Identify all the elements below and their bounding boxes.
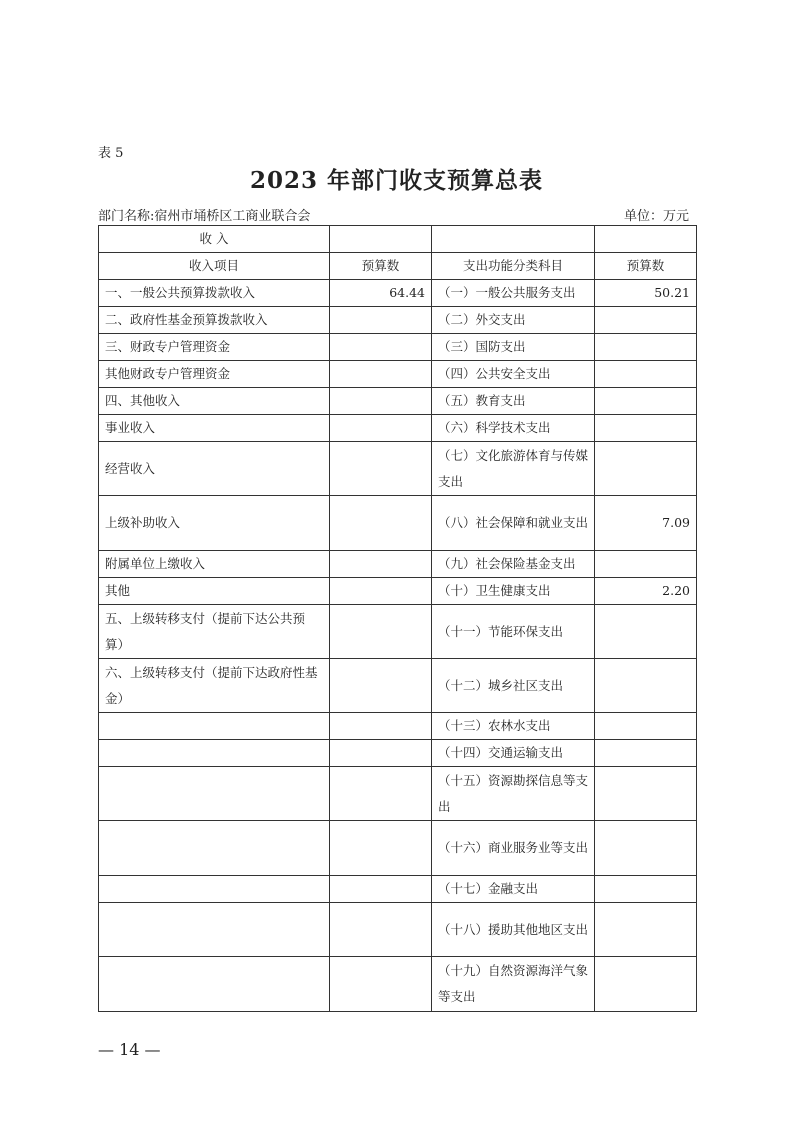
income-amount xyxy=(330,659,432,713)
expense-amount xyxy=(595,957,697,1012)
table-row xyxy=(99,713,697,740)
expense-amount xyxy=(595,659,697,713)
income-amount xyxy=(330,740,432,767)
table-row xyxy=(99,740,697,767)
income-amount xyxy=(330,876,432,903)
table-row xyxy=(99,876,697,903)
section-header-income: 收 入 xyxy=(99,226,330,253)
expense-amount xyxy=(595,361,697,388)
table-row xyxy=(99,496,697,551)
income-item: 一、一般公共预算拨款收入 xyxy=(99,280,330,307)
income-item: 上级补助收入 xyxy=(99,496,330,551)
table-row xyxy=(99,307,697,334)
department-name: 部门名称:宿州市埇桥区工商业联合会 xyxy=(98,209,311,224)
expense-amount xyxy=(595,605,697,659)
expense-item: （八）社会保障和就业支出 xyxy=(432,496,595,551)
expense-item: （一）一般公共服务支出 xyxy=(432,280,595,307)
expense-amount xyxy=(595,903,697,957)
income-amount xyxy=(330,442,432,496)
column-header: 预算数 xyxy=(595,253,697,280)
income-item: 事业收入 xyxy=(99,415,330,442)
income-amount xyxy=(330,903,432,957)
section-header-blank xyxy=(432,226,595,253)
expense-item: （七）文化旅游体育与传媒支出 xyxy=(432,442,595,496)
income-amount xyxy=(330,361,432,388)
expense-item: （十一）节能环保支出 xyxy=(432,605,595,659)
expense-item: （十）卫生健康支出 xyxy=(432,578,595,605)
income-item xyxy=(99,957,330,1012)
column-header: 支出功能分类科目 xyxy=(432,253,595,280)
expense-amount xyxy=(595,307,697,334)
income-amount xyxy=(330,388,432,415)
income-amount xyxy=(330,307,432,334)
table-row xyxy=(99,821,697,876)
expense-amount xyxy=(595,388,697,415)
income-item xyxy=(99,903,330,957)
table-row xyxy=(99,767,697,821)
expense-amount xyxy=(595,442,697,496)
expense-amount xyxy=(595,415,697,442)
table-row xyxy=(99,442,697,496)
table-row xyxy=(99,280,697,307)
expense-item: （十九）自然资源海洋气象等支出 xyxy=(432,957,595,1012)
expense-item: （二）外交支出 xyxy=(432,307,595,334)
table-label: 表 5 xyxy=(98,146,124,161)
income-item: 六、上级转移支付（提前下达政府性基金） xyxy=(99,659,330,713)
income-item: 其他 xyxy=(99,578,330,605)
income-amount xyxy=(330,334,432,361)
income-amount xyxy=(330,767,432,821)
table-row xyxy=(99,957,697,1012)
expense-item: （十六）商业服务业等支出 xyxy=(432,821,595,876)
expense-amount xyxy=(595,876,697,903)
budget-table xyxy=(98,225,697,1012)
expense-amount xyxy=(595,551,697,578)
income-amount xyxy=(330,713,432,740)
section-header-row xyxy=(99,226,697,253)
expense-item: （三）国防支出 xyxy=(432,334,595,361)
table-row xyxy=(99,903,697,957)
section-header-blank xyxy=(595,226,697,253)
section-header-blank xyxy=(330,226,432,253)
expense-item: （九）社会保险基金支出 xyxy=(432,551,595,578)
table-row xyxy=(99,361,697,388)
expense-amount xyxy=(595,821,697,876)
column-header: 收入项目 xyxy=(99,253,330,280)
income-item xyxy=(99,713,330,740)
table-row xyxy=(99,578,697,605)
income-item: 附属单位上缴收入 xyxy=(99,551,330,578)
table-row xyxy=(99,659,697,713)
expense-item: （十八）援助其他地区支出 xyxy=(432,903,595,957)
page-number: — 14 — xyxy=(98,1040,161,1059)
expense-amount xyxy=(595,767,697,821)
column-header: 预算数 xyxy=(330,253,432,280)
income-item: 三、财政专户管理资金 xyxy=(99,334,330,361)
table-row xyxy=(99,551,697,578)
income-item xyxy=(99,821,330,876)
expense-amount xyxy=(595,713,697,740)
table-row xyxy=(99,415,697,442)
income-item xyxy=(99,740,330,767)
expense-item: （六）科学技术支出 xyxy=(432,415,595,442)
expense-item: （十二）城乡社区支出 xyxy=(432,659,595,713)
expense-item: （五）教育支出 xyxy=(432,388,595,415)
income-item xyxy=(99,767,330,821)
income-amount xyxy=(330,551,432,578)
table-row xyxy=(99,334,697,361)
income-item: 四、其他收入 xyxy=(99,388,330,415)
table-row xyxy=(99,388,697,415)
expense-item: （十三）农林水支出 xyxy=(432,713,595,740)
expense-amount xyxy=(595,740,697,767)
income-amount xyxy=(330,415,432,442)
expense-amount: 2.20 xyxy=(595,578,697,605)
income-amount xyxy=(330,605,432,659)
expense-item: （十七）金融支出 xyxy=(432,876,595,903)
expense-amount xyxy=(595,334,697,361)
income-amount xyxy=(330,578,432,605)
expense-item: （十五）资源勘探信息等支出 xyxy=(432,767,595,821)
income-amount: 64.44 xyxy=(330,280,432,307)
unit-label: 单位：万元 xyxy=(623,209,689,224)
income-amount xyxy=(330,957,432,1012)
income-item: 五、上级转移支付（提前下达公共预算） xyxy=(99,605,330,659)
income-amount xyxy=(330,496,432,551)
expense-item: （十四）交通运输支出 xyxy=(432,740,595,767)
table-row xyxy=(99,605,697,659)
income-item: 二、政府性基金预算拨款收入 xyxy=(99,307,330,334)
income-item: 经营收入 xyxy=(99,442,330,496)
income-amount xyxy=(330,821,432,876)
expense-amount: 50.21 xyxy=(595,280,697,307)
income-item: 其他财政专户管理资金 xyxy=(99,361,330,388)
page-title: 2023 年部门收支预算总表 xyxy=(249,167,544,194)
expense-item: （四）公共安全支出 xyxy=(432,361,595,388)
income-item xyxy=(99,876,330,903)
column-header-row xyxy=(99,253,697,280)
expense-amount: 7.09 xyxy=(595,496,697,551)
